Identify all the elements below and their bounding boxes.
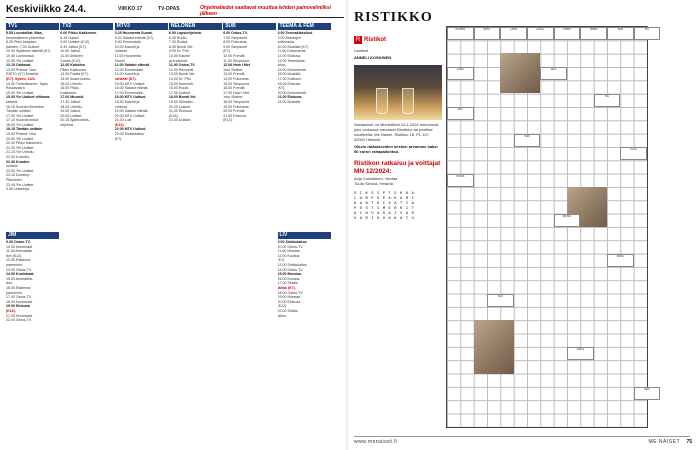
program-line: 16.00 Ruutu. [168, 86, 190, 91]
answer-key-row: V A R I K O N K A T U [354, 217, 415, 221]
program-line: 20.00 MTV Uutiset. [114, 113, 146, 118]
program-line: 21.00 Elokuva [223, 113, 246, 118]
week-label: VIIKKO 17 [118, 6, 143, 12]
brand-logo-icon: R [355, 37, 361, 43]
program-line: 21.00 Elokuva. [277, 95, 303, 100]
program-line: 17.00 Sinkku [277, 281, 299, 286]
program-line: 11.00 Morsian. [277, 249, 302, 254]
program-line: 22.00 A-studio. [6, 155, 30, 160]
program-line: (K7). [114, 136, 123, 141]
section-label: TV-OPAS [158, 6, 180, 12]
program-line: 22.00 Sinkku [277, 308, 299, 313]
header-rule [6, 17, 344, 18]
program-line: 6.00 Lapsiohjelmia. [168, 31, 202, 35]
program-line: 10.00 Sydämen äänillä (K7). [6, 49, 52, 54]
program-line: 5.55 Luontoillat: Maa, [6, 31, 43, 35]
program-line: 9.00 Sinkkulaitos. [277, 240, 308, 244]
channel-header: TV1 [6, 23, 59, 30]
program-line: 12.00 Remontti. [168, 67, 195, 72]
crossword-clue-cell: PUU [447, 107, 474, 120]
program-line: 8.00 Teemaklassikot. [277, 31, 313, 35]
program-line: 9.00 Simpsonit [223, 44, 247, 49]
channel-header: SUB [223, 23, 276, 30]
program-line: 18.00 Kuninkaat. [6, 299, 33, 304]
channel-header: NELONEN [169, 23, 222, 30]
crossword-clue-cell: IKÄ [634, 27, 661, 40]
program-line: 11.00 Arktinen [60, 53, 84, 58]
program-line: Kakkonen. [60, 90, 78, 95]
program-line: 13.00 Emmerdale. [114, 67, 144, 72]
page-date-title: Keskiviikko 24.4. [6, 4, 87, 15]
program-line: 10.00 Frendit. [223, 53, 246, 58]
program-line: paremmin. [6, 262, 23, 267]
crossword-info-panel [354, 28, 442, 408]
answer-key-row: P O S T I M E R K I T [354, 207, 415, 211]
program-line: (K7). [223, 49, 231, 54]
program-line: 18.00 Ostos-TV. [277, 290, 304, 295]
channel-column [278, 21, 331, 226]
program-line: 19.00 Prisma: Vesi. [6, 132, 37, 137]
crossword-clue-cell: SOTA- [474, 27, 501, 40]
channel-header: JIM [6, 232, 59, 239]
program-line: 13.00 Ostos-TV. [6, 267, 32, 272]
program-line: (K7). [277, 258, 286, 263]
program-line: 11.00 Dokumentti. [277, 49, 307, 54]
program-line: 11.00 Ostos-TV. [168, 63, 196, 68]
program-line: 13.00 Sinkkulaitos. [277, 262, 308, 267]
program-line: 14.00 Ostos-TV. [277, 267, 304, 272]
program-line: 14.00 Dr. Phil. [168, 76, 192, 81]
program-line: Suomi (K12). [60, 58, 82, 63]
program-line: 10.00 Kuninkaat. [6, 244, 33, 249]
program-line: 20.00 Elokuva [277, 299, 301, 304]
program-line: 20.15 Ajankohtais- [60, 118, 90, 123]
program-line: 15.00 Dokumentti. [277, 67, 307, 72]
program-line: kielellä. [6, 99, 18, 104]
program-line: 8.15 Galaxi. [60, 35, 80, 40]
winner-2: Tuula Simola, Helsinki [354, 181, 394, 186]
program-line: 17.00 Yle Uutiset. [6, 113, 35, 118]
program-line: 12.00 Yle Uutiset. [6, 58, 35, 63]
answer-key-block [354, 192, 442, 222]
glass-icon [402, 88, 414, 114]
crossword-clue-cell: AIKA [634, 387, 661, 400]
channel-header: LIV [278, 232, 331, 239]
channel-column [169, 21, 222, 441]
program-line: 10.45 Luonnossa. [6, 53, 35, 58]
program-line: 17.00 Kulttuuri. [277, 76, 302, 81]
program-line: 9.30 Jatkot (K7). [60, 44, 87, 49]
program-line: 21.15 Yle Urheilu. [6, 150, 35, 155]
program-line: 18.00 Urheilu. [60, 104, 83, 109]
program-line: 6.00 Pikku Kakkonen. [60, 31, 98, 35]
footer-url[interactable]: www.menaiset.fi [354, 439, 398, 445]
brand-row [354, 28, 442, 46]
program-line: 9.00 Ostos-TV. [6, 240, 31, 244]
program-line: Suomi [114, 58, 125, 63]
program-line: 19.00 Morsian. [277, 295, 302, 300]
program-line: 14.00 Teemaklas- [277, 58, 306, 63]
instructions-text: Vastaukset on lähetettävä 24.4.2024 mennessä joko verkossa menaiset.fi/ristikko tai postitse osoitteella: Me Naiset, Ristikko 16, PL 107, 00002 Helsinki. [354, 122, 439, 142]
page-number: 75 [686, 439, 692, 445]
program-line: 13.00 Bondi Vet. [168, 72, 196, 77]
program-line: 9.00 Emmerdale. [114, 40, 142, 45]
program-line: 7.00 Simpsonit. [223, 35, 248, 40]
program-line: iset (K12). [6, 253, 23, 258]
footer-rule [354, 436, 690, 437]
program-line: 16.00 Musiikki. [277, 72, 302, 77]
program-line: 7.30 Ruoka. [168, 40, 189, 45]
program-line: 12.00 Kuvaus [277, 253, 300, 258]
program-line: rohkeat. [114, 49, 128, 54]
program-line: RISTO (K7) Musiikki [6, 72, 39, 77]
program-line: 0.00 Uusintoja. [6, 187, 30, 192]
program-line: 15.00 Morsian. [277, 272, 303, 277]
program-line: 8.00 Futurama. [223, 40, 248, 45]
guide-tagline: Ohjelmatiedot saattavat muuttua lehden painovalmiiksi jälkeen [200, 5, 331, 17]
program-line: (K16). [168, 113, 179, 118]
program-line: 10.00 Ostos-TV. [277, 244, 304, 249]
program-line: 18.00 Elokuva [277, 81, 301, 86]
program-line: Pikkuinen [6, 178, 22, 182]
program-line: (K7). [277, 86, 286, 91]
program-line: 22.00 MTV Uutiset. [114, 127, 147, 132]
crossword-clue-cell: SUO [487, 294, 514, 307]
channel-column [60, 21, 113, 441]
program-line: 15.00 Simpsonit. [223, 81, 250, 86]
grid-picture [474, 320, 514, 374]
program-line: 23.00 Sinkkulaitos [114, 132, 144, 137]
program-line: 20.00 Uutiset. [168, 104, 192, 109]
program-line: 14.00 Futurama. [223, 76, 250, 81]
program-line: 8.00 Bondi Vet. [168, 44, 194, 49]
program-line: (K12). [223, 118, 233, 123]
program-line: paremmin. [6, 290, 23, 295]
program-line: 23.15 Docstop: [6, 173, 31, 178]
program-line: paimen. 7.00 Uutiset. [6, 44, 40, 49]
program-line: ohjelma. [60, 122, 74, 127]
program-line: 14.30 Tuhtuikkanen: Tapio [6, 81, 48, 86]
program-line: 14.00 Avara luonto. [60, 76, 92, 81]
program-line: 15.00 Urheilu. [60, 81, 83, 86]
program-line: 19.00 Salatut elämät. [114, 109, 149, 114]
program-line: 12.00 Kaikkien [60, 63, 86, 68]
program-line: 12.00 Salatut elämät. [114, 63, 150, 68]
program-line: 22.30 Kuuden [6, 159, 30, 164]
crossword-clue-cell: RUOKA [554, 214, 581, 227]
prize-text: Oikein ratkaisseiden kesken arvomme kaksi 50 euron rahapalkintoa. [354, 144, 438, 154]
program-line: 16.00 Rakenna [6, 285, 31, 290]
program-line: 15.00 Yle Uutiset. [6, 90, 35, 95]
program-line: 13.00 Prisma: Vesi. [6, 67, 37, 72]
program-line: 16.00 Salatut elämät. [114, 86, 149, 91]
channel-header: TEEMA & FEM [278, 23, 331, 30]
answer-key-row: A I N O A S A I V A R [354, 212, 415, 216]
crossword-clue-cell: NIMI [514, 134, 541, 147]
program-line: ja kuuluisat. [168, 58, 188, 63]
program-line: sikot. [277, 63, 286, 68]
program-line: 23.45 Yle Uutiset. [6, 182, 35, 187]
grid-picture [500, 53, 540, 93]
program-line: rohkeat. [114, 104, 128, 109]
program-line: 6.25 Huomenta Suomi. [114, 31, 154, 35]
footer-magazine: ME NAISET [648, 439, 680, 445]
program-line: 21.00 Kuninkaat. [6, 313, 33, 318]
setter-name: ANNELI KOSKINEN [354, 55, 392, 60]
program-line: 17.10 Kuumat tiedot. [6, 118, 40, 123]
program-line: 18.00 Simpsonit. [223, 99, 250, 104]
program-line: 16.00 Kuvaus. [277, 276, 301, 281]
program-line: 6.25 Pieni karjalan- [6, 40, 37, 45]
crossword-clue-cell: VAIMO [580, 27, 607, 40]
program-line: 18.15 Tänään osittain [6, 127, 43, 132]
program-line: 15.05 Yle Uutiset viittoma- [6, 95, 51, 100]
crossword-clue-cell: LOMA [447, 67, 474, 80]
program-line: 17.00 Ostos-TV. [6, 295, 32, 300]
program-line: 23.00 Yle Uutiset. [6, 168, 35, 173]
program-line: 23.00 Uutiset. [168, 118, 192, 123]
program-line: Your Mother. [223, 67, 244, 72]
program-line: 19.00 Solsidan. [168, 99, 194, 104]
program-line: 6.45 Ruutu. [168, 35, 188, 40]
program-line: 9.00 Dr. Phil. [168, 49, 190, 54]
program-line: 19.00 Jatkot. [60, 109, 81, 114]
program-line: 10.00 Jatkot. [60, 49, 81, 54]
winners-title: Ristikon ratkaisu ja voittajat MN 12/2024: [354, 160, 441, 175]
program-line: luonnollamme planeetta. [6, 35, 46, 40]
crossword-clue-cell: LAITE [500, 27, 527, 40]
program-line: 8.20 Salatut elämät (K7). [114, 35, 155, 40]
program-line: 9.00 Uutiset (K12). [60, 40, 91, 45]
crossword-grid[interactable] [446, 26, 648, 428]
answer-key-row: K A N T O I V A T I A [354, 202, 415, 206]
crossword-clue-cell: MAA [540, 67, 567, 80]
answer-key-row: S I K S I P T O K K A [354, 192, 415, 196]
program-line: 12.15 Oddasat. [6, 63, 32, 68]
program-line: (K7). Sykmi, 24/4. [6, 76, 36, 81]
program-line: 11.00 Simpsonit. [223, 58, 250, 63]
crossword-clue-cell: KOIRA [554, 27, 581, 40]
program-line: 14.00 Kuninkaat. [6, 272, 35, 277]
program-line: iset. [6, 281, 13, 286]
program-line: 16.00 Frendit. [223, 86, 246, 91]
program-line: 16.15 Suurten ihmeiden [6, 104, 45, 109]
program-line: 10.00 Musiikki (K7). [277, 44, 310, 49]
program-line: 12.00 How I Met [223, 63, 250, 68]
crossword-clue-cell: KAUPPA [447, 27, 474, 40]
program-line: Rautavaara. [6, 86, 26, 91]
crossword-clue-cell: VESI [607, 27, 634, 40]
program-line: 15.00 Kummeli. [168, 81, 194, 86]
channel-header: TV2 [60, 23, 113, 30]
program-line: 14.00 Kauniit ja [114, 72, 140, 77]
program-line: 17.00 Muumit. [60, 95, 85, 100]
program-line: 6.00 Ostos-TV. [223, 31, 248, 35]
program-line: 13.00 Pasila (K7). [60, 72, 89, 77]
program-line: muistot [6, 164, 18, 169]
program-line: 15.00 Ammattila- [6, 276, 33, 281]
program-line: Pikku Kakkonen. [60, 67, 88, 72]
program-line: 20.00 Frendit. [223, 109, 246, 114]
program-line: 17.00 Emmerdale. [114, 90, 144, 95]
program-line: 17.00 Uutiset. [168, 90, 192, 95]
program-line: 10.00 Kauniit ja [114, 44, 140, 49]
channel-column [223, 21, 276, 441]
channel-column [115, 21, 168, 441]
program-line: 20.00 Uutiset [60, 113, 82, 118]
program-line: 10.00 Kauniit [168, 53, 190, 58]
program-line: 21.00 Elokuva [168, 109, 192, 114]
program-line: 20.00 Yle Uutiset. [6, 136, 35, 141]
setter-label: Laatinut [354, 48, 369, 53]
program-line: 18.00 Bondi Vet. [168, 95, 197, 100]
program-line: 18.00 MTV Uutiset. [114, 95, 147, 100]
program-line: 12.00 Elokuva. [277, 53, 302, 58]
answer-key-row: L A M P O P A K A R I [354, 197, 415, 201]
program-line: 12.00 Rakenna [6, 258, 31, 263]
crossword-clue-cell: KIRJA [607, 254, 634, 267]
program-line: 18.00 Yle Uutiset. [6, 122, 35, 127]
program-line: 23.00 Musiikki. [277, 99, 302, 104]
channel-column [278, 230, 331, 440]
program-line: 21.00 Yle Uutiset. [6, 145, 35, 150]
winner-1: Anja Soinilainen, Vantaa [354, 176, 398, 181]
program-line: soittorasia. [277, 40, 295, 45]
channel-column [6, 230, 59, 440]
program-line: 19.00 Elokuva [6, 304, 30, 309]
program-line: 18.30 Kauniit ja [114, 99, 140, 104]
program-line: Your Mother. [223, 95, 244, 100]
program-line: 16.00 Pikku [60, 86, 80, 91]
crossword-clue-cell: LAULU [527, 27, 554, 40]
program-line: (K16). [6, 308, 16, 313]
program-line: 20.00 Dokumentti. [277, 90, 307, 95]
channel-column [6, 21, 59, 226]
program-line: 15.00 MTV Uutiset. [114, 81, 146, 86]
program-line: laitos (K7). [277, 285, 296, 290]
crossword-clue-cell: JUHLA [567, 347, 594, 360]
program-line: 11.00 Huomenta [114, 53, 141, 58]
program-line: 20.30 Pikku Kakkonen. [6, 141, 43, 146]
crossword-clue-cell: KALA [620, 147, 647, 160]
program-line: 9.00 Muistojen [277, 35, 301, 40]
program-line: 19.00 Futurama. [223, 104, 250, 109]
prize-photo [354, 65, 442, 120]
glass-icon [376, 88, 388, 114]
program-line: (K12). [277, 304, 288, 309]
crossword-clue-cell: TAIVAS [447, 174, 474, 187]
program-line: 17.00 How I Met [223, 90, 250, 95]
crossword-clue-cell: TIE [594, 94, 621, 107]
brand-name: Ristikot [364, 37, 387, 43]
crossword-title: RISTIKKO [354, 10, 433, 25]
program-line: 22.00 Ostos-TV. [6, 318, 32, 323]
program-line: 21.00 Lost [114, 118, 132, 123]
program-line: (K12). [114, 122, 125, 127]
program-line: 13.00 Frendit. [223, 72, 246, 77]
program-line: Tänään osittain [6, 109, 31, 114]
program-line: laitos. [277, 313, 287, 318]
program-line: 11.00 Ammattila- [6, 249, 33, 254]
channel-header: MTV3 [115, 23, 168, 30]
program-line: rohkeat (K7). [114, 76, 137, 81]
program-line: 17.30 Jatkot. [60, 99, 81, 104]
